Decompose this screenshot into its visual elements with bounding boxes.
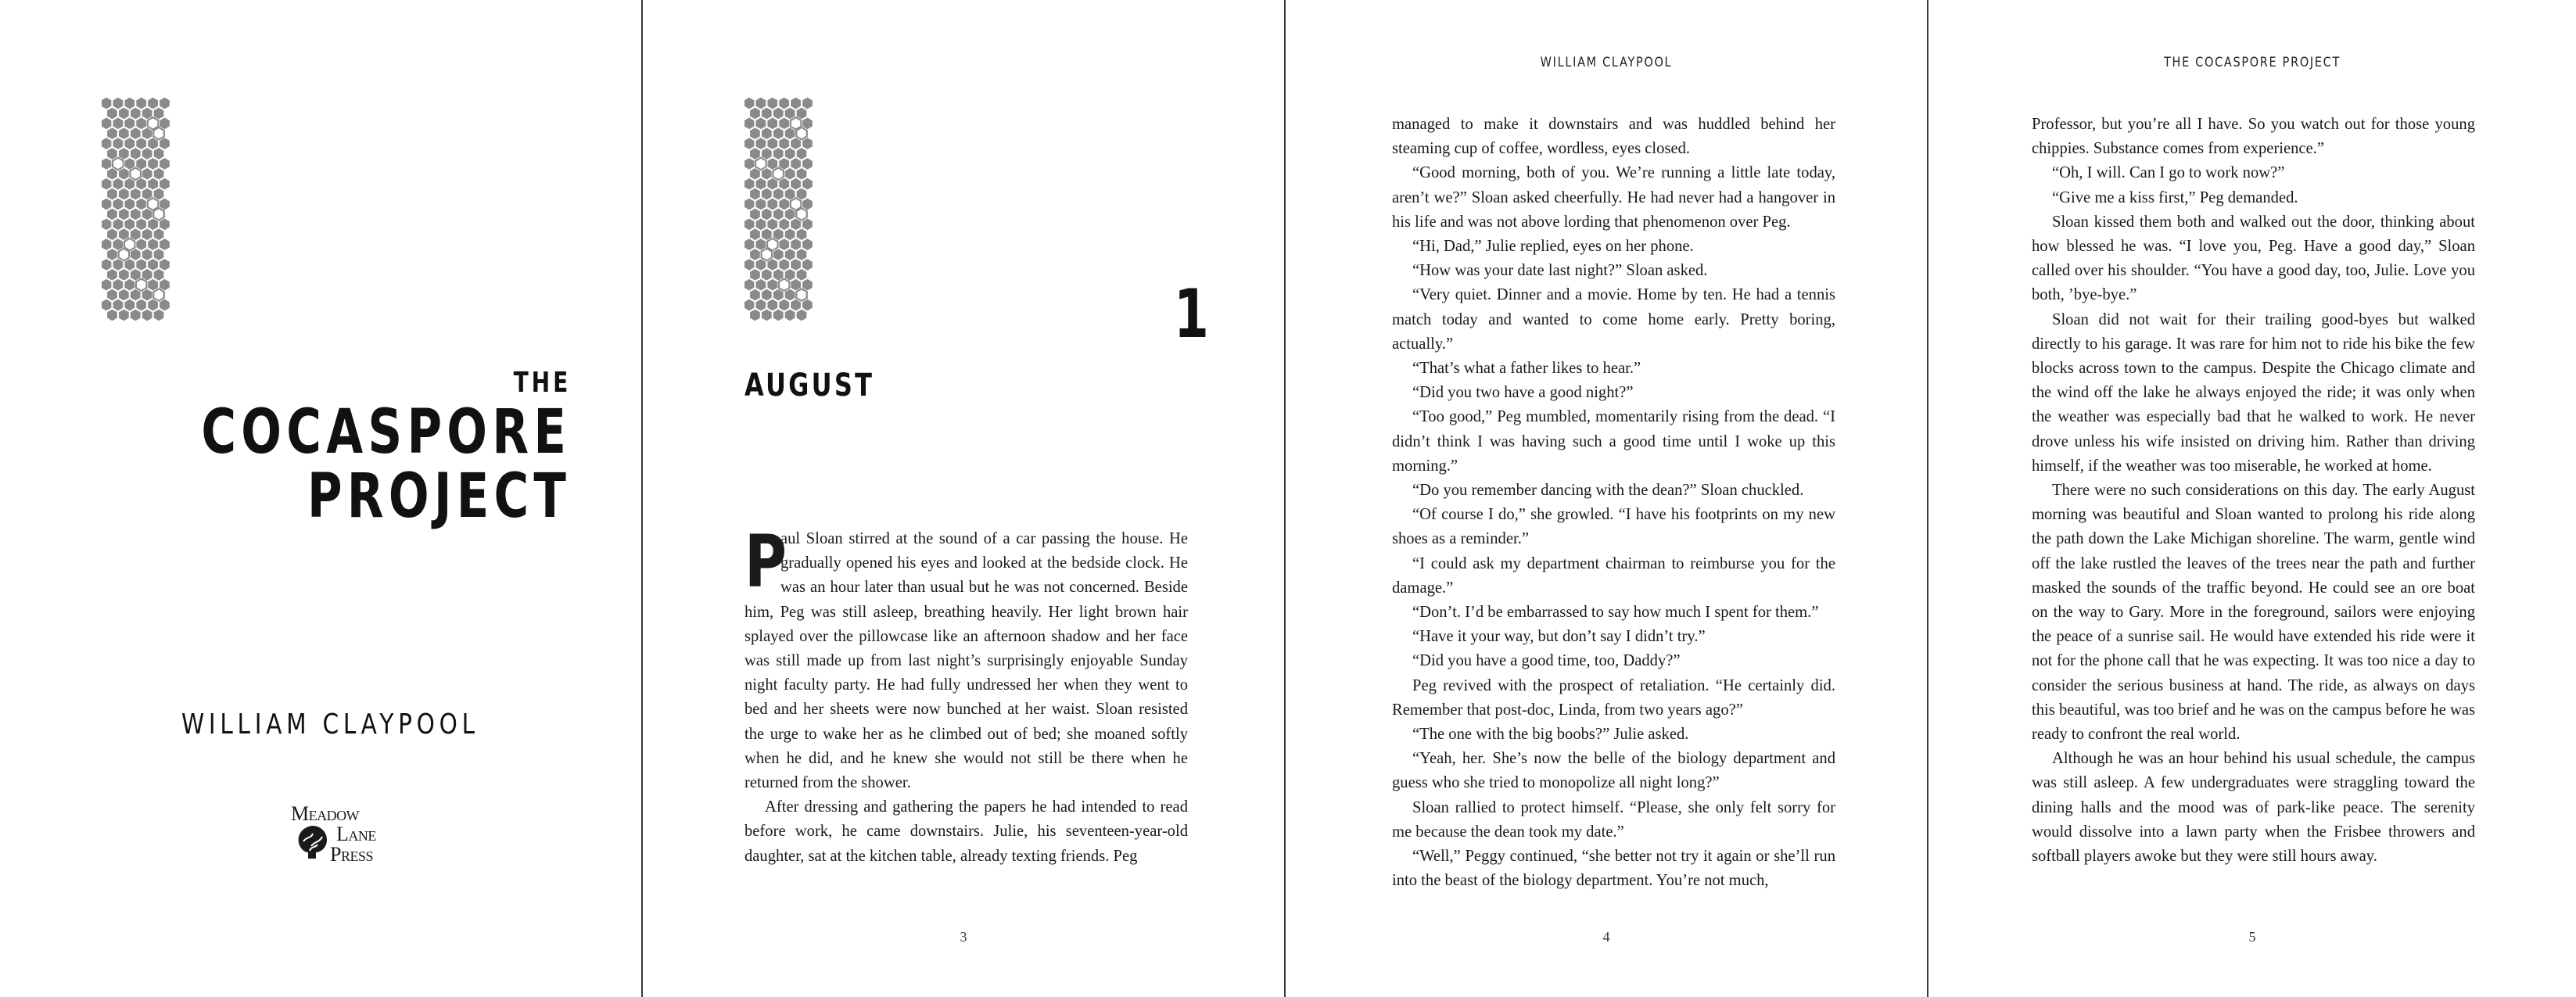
hexagon-cell bbox=[113, 97, 124, 109]
page-4 bbox=[1286, 0, 1928, 997]
hexagon-cell bbox=[755, 138, 766, 150]
hexagon-cell bbox=[796, 168, 807, 181]
paragraph: “Very quiet. Dinner and a movie. Home by ten. He had a tennis match today and wanted to come home early. Pretty boring, actually.” bbox=[1392, 286, 1835, 353]
hexagon-cell bbox=[744, 117, 755, 130]
hexagon-cell bbox=[107, 168, 118, 181]
hexagon-cell bbox=[102, 97, 112, 109]
drop-cap: P bbox=[744, 520, 787, 604]
paragraph: Sloan kissed them both and walked out the door, thinking about how blessed he was. “I love you, Peg. Have a good day,” Sloan called over his shoulder. “You have a good day, too, Julie. Love you both, ’bye-bye.” bbox=[2032, 213, 2475, 304]
title-page bbox=[0, 0, 643, 997]
hexagon-cell bbox=[755, 158, 766, 170]
hexagon-cell bbox=[136, 97, 147, 109]
hexagon-cell bbox=[119, 309, 130, 321]
hexagon-cell bbox=[779, 97, 790, 109]
hexagon-cell bbox=[744, 198, 755, 210]
page-5 bbox=[1928, 0, 2576, 997]
tree-emblem-icon bbox=[292, 823, 332, 862]
hexagon-cell bbox=[762, 269, 773, 282]
hexagon-cell bbox=[119, 127, 130, 140]
hexagon-cell bbox=[160, 178, 170, 190]
hexagon-cell bbox=[744, 178, 755, 190]
hexagon-cell bbox=[750, 208, 761, 221]
hexagon-cell bbox=[136, 278, 147, 291]
hexagon-cell bbox=[744, 278, 755, 291]
hexagon-cell bbox=[130, 148, 141, 160]
paragraph: “Don’t. I’d be embarrassed to say how much I spent for them.” bbox=[1412, 604, 1819, 622]
hexagon-cell bbox=[107, 289, 118, 301]
hexagon-cell bbox=[762, 249, 773, 261]
hexagon-cell bbox=[124, 259, 135, 271]
hexagon-cell bbox=[142, 289, 152, 301]
hexagon-cell bbox=[153, 249, 164, 261]
hexagon-cell bbox=[779, 238, 790, 251]
hexagon-cell bbox=[755, 117, 766, 130]
hexagon-cell bbox=[802, 299, 813, 311]
hexagon-cell bbox=[784, 127, 795, 140]
hexagon-cell bbox=[796, 289, 807, 301]
hexagon-cell bbox=[148, 259, 159, 271]
hexagon-cell bbox=[119, 208, 130, 221]
hexagon-cell bbox=[130, 107, 141, 120]
hexagon-cell bbox=[762, 208, 773, 221]
hexagon-cell bbox=[102, 198, 112, 210]
hexagon-cell bbox=[750, 188, 761, 200]
hexagon-cell bbox=[102, 218, 112, 231]
hexagon-cell bbox=[784, 208, 795, 221]
hexagon-cell bbox=[124, 218, 135, 231]
paragraph: “Well,” Peggy continued, “she better not try it again or she’ll run into the beast of the biology department. You’re not much, bbox=[1392, 848, 1835, 890]
hexagon-cell bbox=[767, 198, 778, 210]
hexagon-cell bbox=[755, 259, 766, 271]
hexagon-cell bbox=[130, 309, 141, 321]
hexagon-cell bbox=[791, 218, 802, 231]
hexagon-cell bbox=[102, 158, 112, 170]
hexagon-cell bbox=[119, 289, 130, 301]
hexagon-cell bbox=[119, 188, 130, 200]
hexagon-cell bbox=[160, 299, 170, 311]
hexagon-cell bbox=[773, 289, 784, 301]
hexagon-cell bbox=[113, 138, 124, 150]
hexagon-cell bbox=[755, 198, 766, 210]
hexagon-cell bbox=[119, 249, 130, 261]
hexagon-cell bbox=[744, 218, 755, 231]
hexagon-cell bbox=[130, 168, 141, 181]
publisher-line-3: Press bbox=[330, 843, 373, 866]
hexagon-cell bbox=[755, 178, 766, 190]
hexagon-cell bbox=[796, 228, 807, 241]
hexagon-cell bbox=[142, 228, 152, 241]
paragraph: Sloan rallied to protect himself. “Please, she only felt sorry for me because the dean took my date.” bbox=[1392, 798, 1835, 841]
hexagon-cell bbox=[153, 208, 164, 221]
paragraph: Although he was an hour behind his usual schedule, the campus was still asleep. A few undergraduates were straggling toward the dining halls and the mood was of park-like peace. The serenity would dissolve into a lawn party when the Frisbee throwers and softball players awoke but they were still hours away. bbox=[2032, 750, 2475, 866]
hexagon-cell bbox=[784, 148, 795, 160]
hexagon-cell bbox=[767, 278, 778, 291]
hexagon-cell bbox=[779, 259, 790, 271]
hexagon-cell bbox=[755, 218, 766, 231]
hexagon-cell bbox=[113, 299, 124, 311]
hexagon-cell bbox=[796, 127, 807, 140]
hexagon-cell bbox=[102, 117, 112, 130]
hexagon-cell bbox=[744, 158, 755, 170]
hexagon-cell bbox=[136, 117, 147, 130]
paragraph: “Too good,” Peg mumbled, momentarily rising from the dead. “I didn’t think I was having such a good time until I woke up this morning.” bbox=[1392, 408, 1835, 475]
hexagon-cell bbox=[160, 138, 170, 150]
hexagon-cell bbox=[130, 127, 141, 140]
hexagon-cell bbox=[762, 107, 773, 120]
hexagon-cell bbox=[779, 218, 790, 231]
hexagon-cell bbox=[142, 309, 152, 321]
hexagon-cell bbox=[779, 198, 790, 210]
hexagon-cell bbox=[107, 127, 118, 140]
hexagon-cell bbox=[802, 97, 813, 109]
hexagon-cell bbox=[102, 259, 112, 271]
hexagon-cell bbox=[762, 168, 773, 181]
paragraph: Sloan did not wait for their trailing good-byes but walked directly to his garage. It was rare for him not to ride his bike the few blocks across town to the campus. Despite the Chicago climate and the wind off the lake he always enjoyed the ride; it was only when the weather was especially bad that he walked to work. He never drove unless his wife insisted on driving him. Rather than driving himself, if the weather was too miserable, he worked at home. bbox=[2032, 310, 2475, 475]
paragraph: “Do you remember dancing with the dean?” Sloan chuckled. bbox=[1412, 482, 1804, 500]
hexagon-cell bbox=[107, 107, 118, 120]
chapter-number: 1 bbox=[1174, 275, 1209, 353]
hexagon-cell bbox=[796, 269, 807, 282]
hexagon-cell bbox=[136, 198, 147, 210]
hexagon-cell bbox=[796, 249, 807, 261]
hexagon-cell bbox=[148, 97, 159, 109]
hexagon-cell bbox=[762, 289, 773, 301]
hexagon-cell bbox=[755, 299, 766, 311]
hexagon-cell bbox=[153, 289, 164, 301]
hexagon-cell bbox=[750, 249, 761, 261]
hexagon-cell bbox=[750, 107, 761, 120]
hexagon-cell bbox=[744, 238, 755, 251]
hexagon-cell bbox=[791, 158, 802, 170]
paragraph: “Good morning, both of you. We’re running a little late today, aren’t we?” Sloan asked cheerfully. He had never had a hangover in his life and was not above lording that phenomenon over Peg. bbox=[1392, 164, 1835, 231]
hexagon-cell bbox=[796, 148, 807, 160]
paragraph: “The one with the big boobs?” Julie asked. bbox=[1412, 726, 1689, 744]
hexagon-cell bbox=[796, 208, 807, 221]
hexagon-cell bbox=[773, 127, 784, 140]
paragraph: “Yeah, her. She’s now the belle of the biology department and guess who she tried to monopolize all night long?” bbox=[1392, 750, 1835, 792]
paragraph: Professor, but you’re all I have. So you watch out for those young chippies. Substance comes from experience.” bbox=[2032, 116, 2475, 158]
hexagon-cell bbox=[119, 269, 130, 282]
hexagon-cell bbox=[113, 278, 124, 291]
hexagon-cell bbox=[102, 238, 112, 251]
running-head: WILLIAM CLAYPOOL bbox=[1540, 55, 1673, 70]
hexagon-cell bbox=[102, 299, 112, 311]
paragraph: “Did you two have a good night?” bbox=[1412, 384, 1634, 402]
hexagon-cell bbox=[130, 249, 141, 261]
hexagon-cell bbox=[160, 238, 170, 251]
hexagon-cell bbox=[779, 299, 790, 311]
hexagon-cell bbox=[791, 238, 802, 251]
chapter-body bbox=[744, 520, 1188, 869]
hexagon-cell bbox=[744, 259, 755, 271]
hexagon-cell bbox=[107, 249, 118, 261]
hexagon-cell bbox=[767, 299, 778, 311]
paragraph: Peg revived with the prospect of retaliation. “He certainly did. Remember that post-doc, Linda, from two years ago?” bbox=[1392, 676, 1835, 719]
hexagon-cell bbox=[153, 228, 164, 241]
hexagon-cell bbox=[779, 117, 790, 130]
paragraph: P aul Sloan stirred at the sound of a car passing the house. He gradually opened his eyes and looked at the bedside clock. He was an hour later than usual but he was not concerned. Beside him, Peg was still asleep, breathing heavily. Her light brown hair splayed over the pillowcase like an afternoon shadow and her face was still made up from last night’s surprisingly enjoyable Sunday night faculty party. He had fully undressed her when they went to bed and her sheets were now bunched at her waist. Sloan resisted the urge to wake her as he climbed out of bed; she moaned softly when he did, and he knew she would not still be there when he returned from the shower. bbox=[744, 520, 1188, 792]
publisher-line-2: Lane bbox=[336, 823, 376, 845]
hexagon-cell bbox=[784, 228, 795, 241]
hexagon-cell bbox=[113, 158, 124, 170]
hexagon-cell bbox=[802, 259, 813, 271]
hexagon-cell bbox=[744, 97, 755, 109]
paragraph: “How was your date last night?” Sloan asked. bbox=[1412, 262, 1708, 280]
hexagon-cell bbox=[124, 178, 135, 190]
hexagon-cell bbox=[750, 127, 761, 140]
hexagon-cell bbox=[755, 97, 766, 109]
hexagon-cell bbox=[142, 127, 152, 140]
hexagon-cell bbox=[148, 299, 159, 311]
hexagon-cell bbox=[773, 107, 784, 120]
paragraph: “That’s what a father likes to hear.” bbox=[1412, 360, 1641, 378]
hexagon-cell bbox=[784, 249, 795, 261]
hexagon-cell bbox=[124, 117, 135, 130]
hexagon-cell bbox=[773, 188, 784, 200]
publisher-line-1: Meadow bbox=[291, 802, 360, 825]
hexagon-cell bbox=[107, 188, 118, 200]
hexagon-cell bbox=[160, 259, 170, 271]
hexagon-cell bbox=[153, 269, 164, 282]
hexagon-cell bbox=[750, 228, 761, 241]
paragraph: managed to make it downstairs and was huddled behind her steaming cup of coffee, wordless, eyes closed. bbox=[1392, 116, 1835, 158]
hexagon-cell bbox=[113, 259, 124, 271]
title-small: THE bbox=[513, 367, 571, 399]
hexagon-cell bbox=[113, 178, 124, 190]
hexagon-cell bbox=[148, 158, 159, 170]
hexagon-cell bbox=[153, 168, 164, 181]
chapter-page bbox=[643, 0, 1286, 997]
hexagon-cell bbox=[160, 158, 170, 170]
hexagon-cell bbox=[791, 97, 802, 109]
hexagon-cell bbox=[802, 138, 813, 150]
paragraph: There were no such considerations on this day. The early August morning was beautiful and Sloan wanted to prolong his ride along the path down the Lake Michigan shoreline. The warm, gentle wind off the lake rustled the leaves of the trees near the path and further masked the sounds of the traffic beyond. He could see an ore boat on the way to Gary. More in the foreground, sailors were enjoying the peace of a sunrise sail. He would have extended his ride were it not for the phone call that he was expecting. It was too nice a day to consider the serious business at hand. The ride, as always on days this beautiful, was too brief and he was on the campus before he was ready to confront the real world. bbox=[2032, 482, 2475, 744]
hexagon-cell bbox=[113, 218, 124, 231]
hexagon-cell bbox=[153, 148, 164, 160]
hexagon-cell bbox=[124, 138, 135, 150]
paragraph: “Oh, I will. Can I go to work now?” bbox=[2052, 164, 2285, 182]
page-body bbox=[1392, 113, 1835, 894]
hexagon-cell bbox=[102, 138, 112, 150]
hexagon-cell bbox=[124, 198, 135, 210]
paragraph: “Did you have a good time, too, Daddy?” bbox=[1412, 652, 1681, 670]
paragraph: “I could ask my department chairman to reimburse you for the damage.” bbox=[1392, 554, 1835, 597]
hexagon-cell bbox=[791, 299, 802, 311]
hexagon-cell bbox=[762, 127, 773, 140]
hexagon-cell bbox=[779, 178, 790, 190]
hexagon-cell bbox=[136, 218, 147, 231]
chapter-title: AUGUST bbox=[744, 368, 875, 403]
hexagon-cell bbox=[784, 168, 795, 181]
hexagon-cell bbox=[773, 148, 784, 160]
hexagon-cell bbox=[148, 178, 159, 190]
hexagon-cell bbox=[750, 168, 761, 181]
hexagon-cell bbox=[124, 97, 135, 109]
hexagon-cell bbox=[107, 309, 118, 321]
hexagon-column-icon bbox=[102, 97, 172, 352]
hexagon-cell bbox=[119, 107, 130, 120]
hexagon-cell bbox=[142, 148, 152, 160]
hexagon-cell bbox=[762, 309, 773, 321]
hexagon-cell bbox=[136, 238, 147, 251]
hexagon-cell bbox=[750, 269, 761, 282]
publisher-logo bbox=[291, 804, 385, 865]
hexagon-cell bbox=[767, 97, 778, 109]
title-line-2: PROJECT bbox=[307, 461, 571, 532]
hexagon-cell bbox=[113, 198, 124, 210]
paragraph: “Hi, Dad,” Julie replied, eyes on her phone. bbox=[1412, 238, 1694, 256]
hexagon-cell bbox=[767, 259, 778, 271]
paragraph: “Have it your way, but don’t say I didn’t try.” bbox=[1412, 628, 1706, 646]
hexagon-cell bbox=[102, 278, 112, 291]
hexagon-cell bbox=[160, 218, 170, 231]
page-body bbox=[2032, 113, 2475, 869]
page-number: 4 bbox=[1602, 929, 1610, 945]
hexagon-cell bbox=[102, 178, 112, 190]
hexagon-cell bbox=[153, 127, 164, 140]
hexagon-cell bbox=[773, 168, 784, 181]
hexagon-cell bbox=[130, 208, 141, 221]
hexagon-cell bbox=[750, 309, 761, 321]
hexagon-cell bbox=[750, 289, 761, 301]
hexagon-cell bbox=[124, 299, 135, 311]
hexagon-cell bbox=[142, 208, 152, 221]
hexagon-cell bbox=[136, 259, 147, 271]
page-number: 5 bbox=[2248, 929, 2256, 945]
hexagon-cell bbox=[767, 138, 778, 150]
hexagon-cell bbox=[136, 299, 147, 311]
hexagon-cell bbox=[148, 218, 159, 231]
hexagon-cell bbox=[802, 158, 813, 170]
hexagon-cell bbox=[802, 218, 813, 231]
author-name: WILLIAM CLAYPOOL bbox=[181, 708, 479, 741]
hexagon-cell bbox=[779, 278, 790, 291]
hexagon-cell bbox=[773, 249, 784, 261]
hexagon-cell bbox=[107, 269, 118, 282]
hexagon-cell bbox=[791, 259, 802, 271]
hexagon-cell bbox=[148, 238, 159, 251]
hexagon-cell bbox=[124, 278, 135, 291]
hexagon-cell bbox=[148, 138, 159, 150]
hexagon-cell bbox=[130, 289, 141, 301]
hexagon-cell bbox=[119, 168, 130, 181]
hexagon-cell bbox=[136, 138, 147, 150]
hexagon-cell bbox=[784, 309, 795, 321]
paragraph: “Give me a kiss first,” Peg demanded. bbox=[2052, 188, 2298, 206]
paragraph: “Of course I do,” she growled. “I have his footprints on my new shoes as a reminder.” bbox=[1392, 506, 1835, 548]
hexagon-cell bbox=[802, 178, 813, 190]
book-title bbox=[201, 366, 571, 532]
hexagon-cell bbox=[160, 97, 170, 109]
hexagon-cell bbox=[791, 138, 802, 150]
title-line-1: COCASPORE bbox=[201, 397, 571, 468]
hexagon-cell bbox=[802, 238, 813, 251]
hexagon-cell bbox=[153, 309, 164, 321]
hexagon-cell bbox=[130, 188, 141, 200]
hexagon-cell bbox=[755, 278, 766, 291]
hexagon-cell bbox=[767, 218, 778, 231]
page-number: 3 bbox=[960, 929, 967, 945]
running-head: THE COCASPORE PROJECT bbox=[2163, 55, 2341, 70]
hexagon-cell bbox=[107, 208, 118, 221]
hexagon-cell bbox=[779, 138, 790, 150]
paragraph: After dressing and gathering the papers he had intended to read before work, he came downstairs. Julie, his seventeen-year-old daughter, sat at the kitchen table, already texting friends. Peg bbox=[744, 798, 1188, 865]
hexagon-cell bbox=[142, 168, 152, 181]
hexagon-cell bbox=[762, 188, 773, 200]
hexagon-cell bbox=[784, 289, 795, 301]
hexagon-cell bbox=[773, 309, 784, 321]
hexagon-cell bbox=[767, 178, 778, 190]
hexagon-cell bbox=[107, 228, 118, 241]
hexagon-cell bbox=[773, 208, 784, 221]
hexagon-cell bbox=[136, 178, 147, 190]
hexagon-cell bbox=[791, 178, 802, 190]
hexagon-cell bbox=[142, 249, 152, 261]
hexagon-cell bbox=[744, 138, 755, 150]
hexagon-cell bbox=[767, 117, 778, 130]
hexagon-cell bbox=[796, 309, 807, 321]
hexagon-cell bbox=[113, 117, 124, 130]
hexagon-column-icon bbox=[744, 97, 815, 352]
hexagon-cell bbox=[744, 299, 755, 311]
